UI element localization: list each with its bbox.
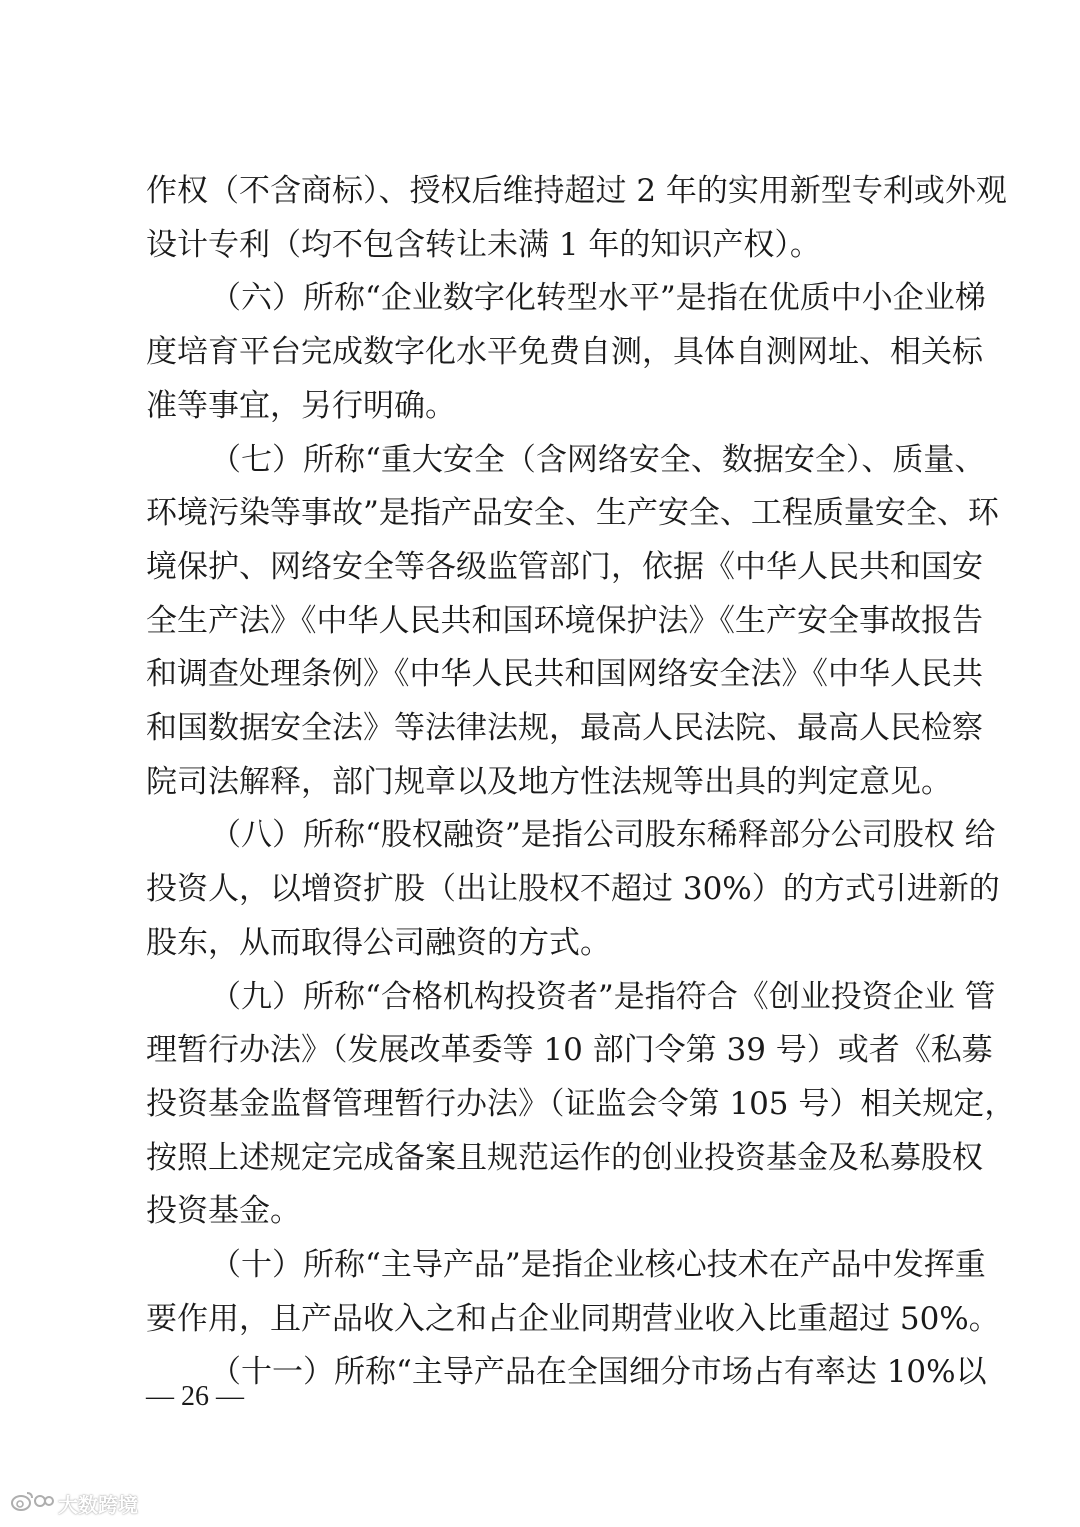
text-line: 投资基金监督管理暂行办法》（证监会令第 105 号）相关规定， — [146, 1086, 1016, 1122]
text-line: 院司法解释，部门规章以及地方性法规等出具的判定意见。 — [146, 764, 952, 800]
text-line: （十一）所称“主导产品在全国细分市场占有率达 10%以 — [210, 1354, 987, 1390]
text-line: 环境污染等事故”是指产品安全、生产安全、工程质量安全、环 — [146, 495, 999, 531]
weibo-logo-icon — [10, 1488, 54, 1519]
text-line: 设计专利（均不包含转让未满 1 年的知识产权）。 — [146, 227, 821, 263]
text-line: 度培育平台完成数字化水平免费自测，具体自测网址、相关标 — [146, 334, 983, 370]
watermark-text: 大数跨境 — [58, 1492, 138, 1517]
text-line: 投资人，以增资扩股（出让股权不超过 30%）的方式引进新的 — [146, 871, 1000, 907]
text-line: 按照上述规定完成备案且规范运作的创业投资基金及私募股权 — [146, 1140, 983, 1176]
text-line: 投资基金。 — [146, 1193, 301, 1229]
text-line: 和国数据安全法》等法律法规，最高人民法院、最高人民检察 — [146, 710, 983, 746]
text-line: 和调查处理条例》《中华人民共和国网络安全法》《中华人民共 — [146, 656, 983, 692]
text-line: （七）所称“重大安全（含网络安全、数据安全）、质量、 — [210, 442, 986, 478]
watermark — [10, 1488, 138, 1518]
text-line: 股东，从而取得公司融资的方式。 — [146, 925, 611, 961]
text-line: 准等事宜，另行明确。 — [146, 388, 456, 424]
text-line: （六）所称“企业数字化转型水平”是指在优质中小企业梯 — [210, 280, 986, 316]
text-line: （八）所称“股权融资”是指公司股东稀释部分公司股权 给 — [210, 817, 996, 853]
text-line: 境保护、网络安全等各级监管部门，依据《中华人民共和国安 — [146, 549, 983, 585]
text-line: （十）所称“主导产品”是指企业核心技术在产品中发挥重 — [210, 1247, 986, 1283]
text-line: 要作用，且产品收入之和占企业同期营业收入比重超过 50%。 — [146, 1301, 1000, 1337]
text-line: 全生产法》《中华人民共和国环境保护法》《生产安全事故报告 — [146, 603, 983, 639]
page-number: — 26 — — [146, 1381, 244, 1412]
text-line: 理暂行办法》（发展改革委等 10 部门令第 39 号）或者《私募 — [146, 1032, 993, 1068]
text-line: 作权（不含商标）、授权后维持超过 2 年的实用新型专利或外观 — [146, 173, 1007, 209]
text-line: （九）所称“合格机构投资者”是指符合《创业投资企业 管 — [210, 979, 996, 1015]
